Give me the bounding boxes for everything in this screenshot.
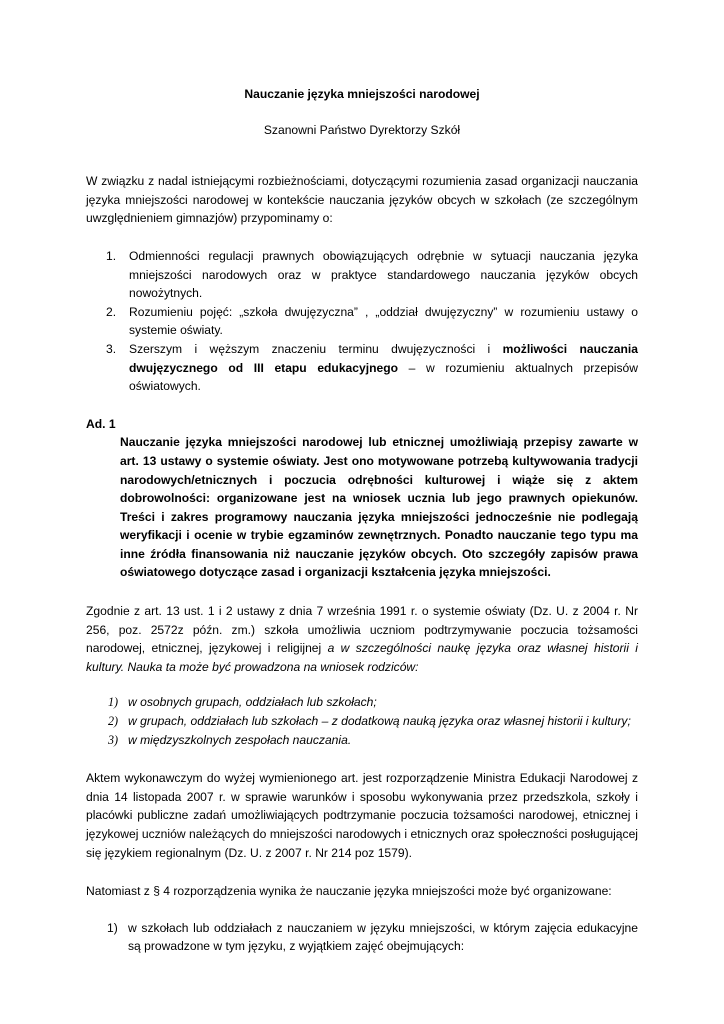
list-item-text: w grupach, oddziałach lub szkołach – z dodatkową nauką języka oraz własnej historii i kultury; (128, 714, 631, 729)
list-item-number: 1) (107, 920, 118, 935)
paragraph-art13 (86, 602, 638, 676)
list-item-number: 3. (106, 341, 117, 356)
numbered-list (86, 247, 638, 396)
list-item (86, 247, 638, 303)
list-item (86, 693, 638, 712)
list-item-text: Szerszym i węższym znaczeniu terminu dwujęzyczności i (129, 341, 503, 356)
list-item-bold-text: możliwości nauczania dwujęzycznego od III etapu edukacyjnego (129, 341, 638, 375)
list-item (86, 731, 638, 750)
document-title: Nauczanie języka mniejszości narodowej (244, 87, 480, 101)
list-item-number: 2) (108, 714, 119, 729)
numbered-list-2 (86, 919, 638, 956)
list-item-text: Odmienności regulacji prawnych obowiązujących odrębnie w sytuacji nauczania języka mniejszości narodowych oraz w praktyce standardowego nauczania języków obcych nowożytnych. (129, 248, 638, 301)
list-item (86, 712, 638, 731)
list-item-number: 3) (108, 732, 119, 747)
list-item (86, 303, 638, 340)
paragraph-italic-text: a w szczególności naukę języka oraz własnej historii i kultury. Nauka ta może być prowadzona na wniosek rodziców: (86, 641, 638, 674)
list-item-text-end: – w rozumieniu aktualnych przepisów oświatowych. (129, 360, 638, 394)
section-bold-paragraph: Nauczanie języka mniejszości narodowej lub etnicznej umożliwiają przepisy zawarte w art. 13 ustawy o systemie oświaty. Jest ono motywowane potrzebą kultywowania tradycji narodowych/etnicznych i poczucia odrębności kulturowej i wiąże się z aktem dobrowolności: organizowane jest na wniosek ucznia lub jego prawnych opiekunów. Treści i zakres programowy nauczania języka mniejszości jednocześnie nie podlegają weryfikacji i ocenie w trybie egzaminów zewnętrznych. Ponadto nauczanie tego typu ma inne źródła finansowania niż nauczanie języków obcych. Oto szczegóły zapisów prawa oświatowego dotyczące zasad i organizacji kształcenia języka mniejszości. (120, 435, 638, 580)
intro-paragraph: W związku z nadal istniejącymi rozbieżnościami, dotyczącymi rozumienia zasad organizacji nauczania języka mniejszości narodowej w kontekście nauczania języków obcych w szkołach (ze szczególnym uwzględnieniem gimnazjów) przypominamy o: (86, 174, 638, 226)
list-item (86, 340, 638, 396)
list-item-number: 1) (108, 695, 119, 710)
list-item-number: 1. (106, 248, 117, 263)
list-item-text: Rozumieniu pojęć: „szkoła dwujęzyczna” , „oddział dwujęzyczny” w rozumieniu ustawy o systemie oświaty. (129, 304, 638, 338)
italic-list (86, 693, 638, 749)
list-item-number: 2. (106, 304, 117, 319)
paragraph-section4: Natomiast z § 4 rozporządzenia wynika że nauczanie języka mniejszości może być organizowane: (86, 884, 612, 899)
list-item-text: w osobnych grupach, oddziałach lub szkołach; (128, 695, 377, 710)
list-item-text: w szkołach lub oddziałach z nauczaniem w języku mniejszości, w którym zajęcia edukacyjne są prowadzone w tym języku, z wyjątkiem zajęć obejmujących: (128, 920, 638, 954)
paragraph-text: Zgodnie z art. 13 ust. 1 i 2 ustawy z dnia 7 września 1991 r. o systemie oświaty (Dz. U. z 2004 r. Nr 256, poz. 2572z późn. zm.) szkoła umożliwia uczniom podtrzymywanie poczucia tożsamości narodowej, etnicznej, językowej i religijnej (86, 604, 638, 656)
section-heading: Ad. 1 (86, 416, 116, 431)
salutation: Szanowni Państwo Dyrektorzy Szkół (263, 122, 461, 137)
list-item-text: w międzyszkolnych zespołach nauczania. (128, 732, 352, 747)
paragraph-regulation: Aktem wykonawczym do wyżej wymienionego art. jest rozporządzenie Ministra Edukacji Narodowej z dnia 14 listopada 2007 r. w sprawie warunków i sposobu wykonywania przez przedszkola, szkoły i placówki publiczne zadań umożliwiających podtrzymanie poczucia tożsamości narodowej, etnicznej i językowej uczniów należących do mniejszości narodowych i etnicznych oraz społeczności posługującej się językiem regionalnym (Dz. U. z 2007 r. Nr 214 poz 1579). (86, 771, 638, 860)
list-item (86, 919, 638, 956)
